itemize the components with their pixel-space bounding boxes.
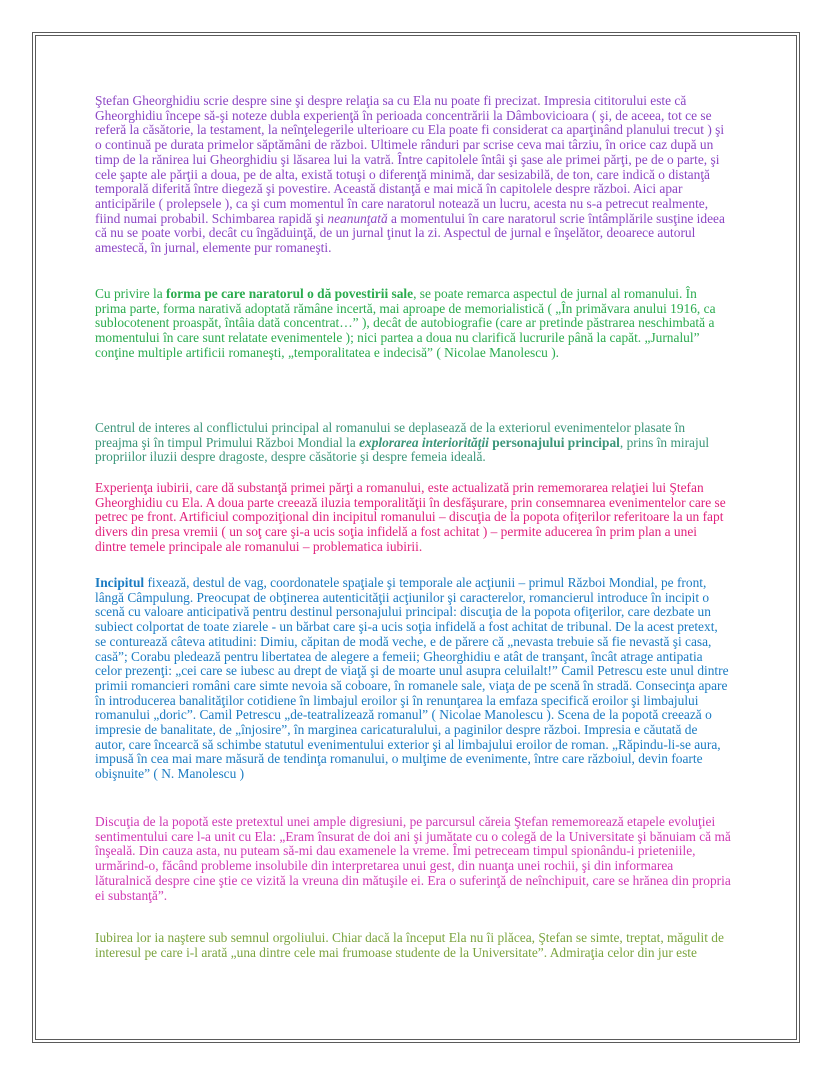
bold-text: forma pe care naratorul o dă povestirii sale <box>166 286 414 301</box>
italic-text: neanunţată <box>327 210 388 226</box>
paragraph-narrative-time <box>95 94 731 256</box>
text: Ştefan Gheorghidiu scrie despre sine şi despre relaţia sa cu Ela nu poate fi precizat. Impresia cititorului este că Gheorghidiu începe să-şi noteze dubla experienţă în perioada concentrării la Dâmbovicioara ( şi, de aceea, tot ce se referă la căsătorie, la testament, la neînţelegerile ulterioare cu Ela poate fi considerat ca aparţinând planului trecut ) şi o continuă pe durata primelor săptămâni de război. Ultimele rânduri par scrise ceva mai târziu, în orice caz după un timp de la rănirea lui Gheorghidiu şi lăsarea lui la vatră. Între capitolele întâi şi şase ale primei părţi, pe de o parte, şi cele şapte ale părţii a doua, pe de alta, există totuşi o diferenţă minimă, dar sesizabilă, de ton, care indică o distanţă temporală diferită între diegeză şi povestire. Această distanţă e mai mică în capitolele despre război. Aici apar anticipările ( prolepsele ), ca şi cum momentul în care naratorul notează un lucru, acesta nu s-a petrecut realmente, fiind numai probabil. Schimbarea rapidă şi <box>95 93 725 226</box>
text: Experienţa iubirii, care dă substanţă primei părţi a romanului, este actualizată prin rememorarea relaţiei lui Ştefan Gheorghidiu cu Ela. A doua parte creează iluzia temporalităţii în desfăşurare, prin consemnarea evenimentelor care se petrec pe front. Artificiul compoziţional din incipitul romanului – discuţia de la popota ofiţerilor referitoare la un fapt divers din presa vremii ( un soţ care şi-a ucis soţia infidelă a fost achitat ) – permite aducerea în prim plan a unei dintre temele principale ale romanului – problematica iubirii. <box>95 480 726 554</box>
paragraph-incipit <box>95 576 731 782</box>
text: fixează, destul de vag, coordonatele spaţiale şi temporale ale acţiunii – primul Război Mondial, pe front, lângă Câmpulung. Preocupat de obţinerea autenticităţii acţiunilor şi caracterelor, romancierul introduce în incipit o scenă cu valoare anticipativă pentru destinul personajului principal: discuţia de la popota ofiţerilor, care dezbate un subiect colportat de toate ziarele - un bărbat care şi-a ucis soţia infidelă a fost achitat de tribunal. De la acest pretext, se conturează câteva atitudini: Dimiu, căpitan de modă veche, e de părere că „nevasta trebuie să fie nevastă şi casa, casă”; Corabu pledează pentru libertatea de alegere a femeii; Gheorghidiu e atât de tranşant, încât atrage antipatia celor prezenţi: „cei care se iubesc au drept de viaţă şi de moarte unul asupra celuilalt!” Camil Petrescu este unul dintre primii romancieri români care simte nevoia să coboare, în romanele sale, viaţa de pe scenă în stradă. Consecinţa apare în introducerea banalităţilor cotidiene în limbajul eroilor şi în renunţarea la emfaza specifică eroilor şi limbajului romanului „doric”. Camil Petrescu „de-teatralizează romanul” ( Nicolae Manolescu ). Scena de la popotă creează o impresie de banalitate, de „înjosire”, în marginea caricaturalului, a paginilor despre război. Impresia e căutată de autor, care încearcă să schimbe statutul evenimentului exterior şi al limbajului eroilor de roman. „Răpindu-li-se aura, impusă în cea mai mare măsură de tendinţa romanului, o mulţime de evenimente, între care războiul, devin foarte obişnuite” ( N. Manolescu ) <box>95 575 729 782</box>
paragraph-narrative-form <box>95 287 731 361</box>
paragraph-conflict-center <box>95 421 731 465</box>
text: , se poate remarca aspectul de jurnal al romanului. În prima parte, forma narativă adoptată rămâne incertă, mai aproape de memorialistică ( „În primăvara anului 1916, ca sublocotenent proaspăt, întâia dată concentrat…” ), decât de autobiografie (care ar pretinde păstrarea neschimbată a momentului în care sunt relatate evenimentele ); nici partea a doua nu clarifică lucrurile până la capăt. „Jurnalul” conţine multiple artificii romaneşti, „temporalitatea e indecisă” ( Nicolae Manolescu ). <box>95 286 716 360</box>
bold-italic-text: explorarea interiorităţii <box>359 434 489 450</box>
text: , prins în mirajul propriilor iluzii despre dragoste, despre căsătorie şi despre femeia ideală. <box>95 434 710 465</box>
paragraph-love-origin <box>95 931 731 960</box>
text: Iubirea lor ia naştere sub semnul orgoliului. Chiar dacă la început Ela nu îi plăcea, Ştefan se simte, treptat, măgulit de interesul pe care i-l arată „una dintre cele mai frumoase studente de la Universitate”. Admiraţia celor din jur este <box>95 930 724 960</box>
text: Discuţia de la popotă este pretextul unei ample digresiuni, pe parcursul căreia Ştefan rememorează etapele evoluţiei sentimentului care l-a unit cu Ela: „Eram însurat de doi ani şi jumătate cu o colegă de la Universitate şi bănuiam că mă înşeală. Din cauza asta, nu puteam să-mi dau examenele la vreme. Îmi petreceam timpul spionându-i prieteniile, urmărind-o, făcând probleme insolubile din interpretarea unui gest, din nuanţa unei rochii, şi din informarea lăturalnică despre cine ştie ce vizită la vreuna din mătuşile ei. Era o suferinţă de neînchipuit, care se hrănea din propria ei substanţă”. <box>95 814 731 903</box>
text: Cu privire la <box>95 286 167 301</box>
bold-text: Incipitul <box>95 575 145 590</box>
paragraph-digression <box>95 815 731 903</box>
text: a momentului în care naratorul scrie întâmplările susţine ideea că nu se poate vorbi, decât cu îngăduinţă, de un jurnal ţinut la zi. Aspectul de jurnal e înşelător, deoarece autorul amestecă, în jurnal, elemente pur romaneşti. <box>95 210 725 256</box>
paragraph-love-experience <box>95 481 731 555</box>
bold-text: personajului principal <box>492 434 620 450</box>
text: Centrul de interes al conflictului principal al romanului se deplasează de la exteriorul evenimentelor plasate în preajma şi în timpul Primului Război Mondial la <box>95 420 686 450</box>
